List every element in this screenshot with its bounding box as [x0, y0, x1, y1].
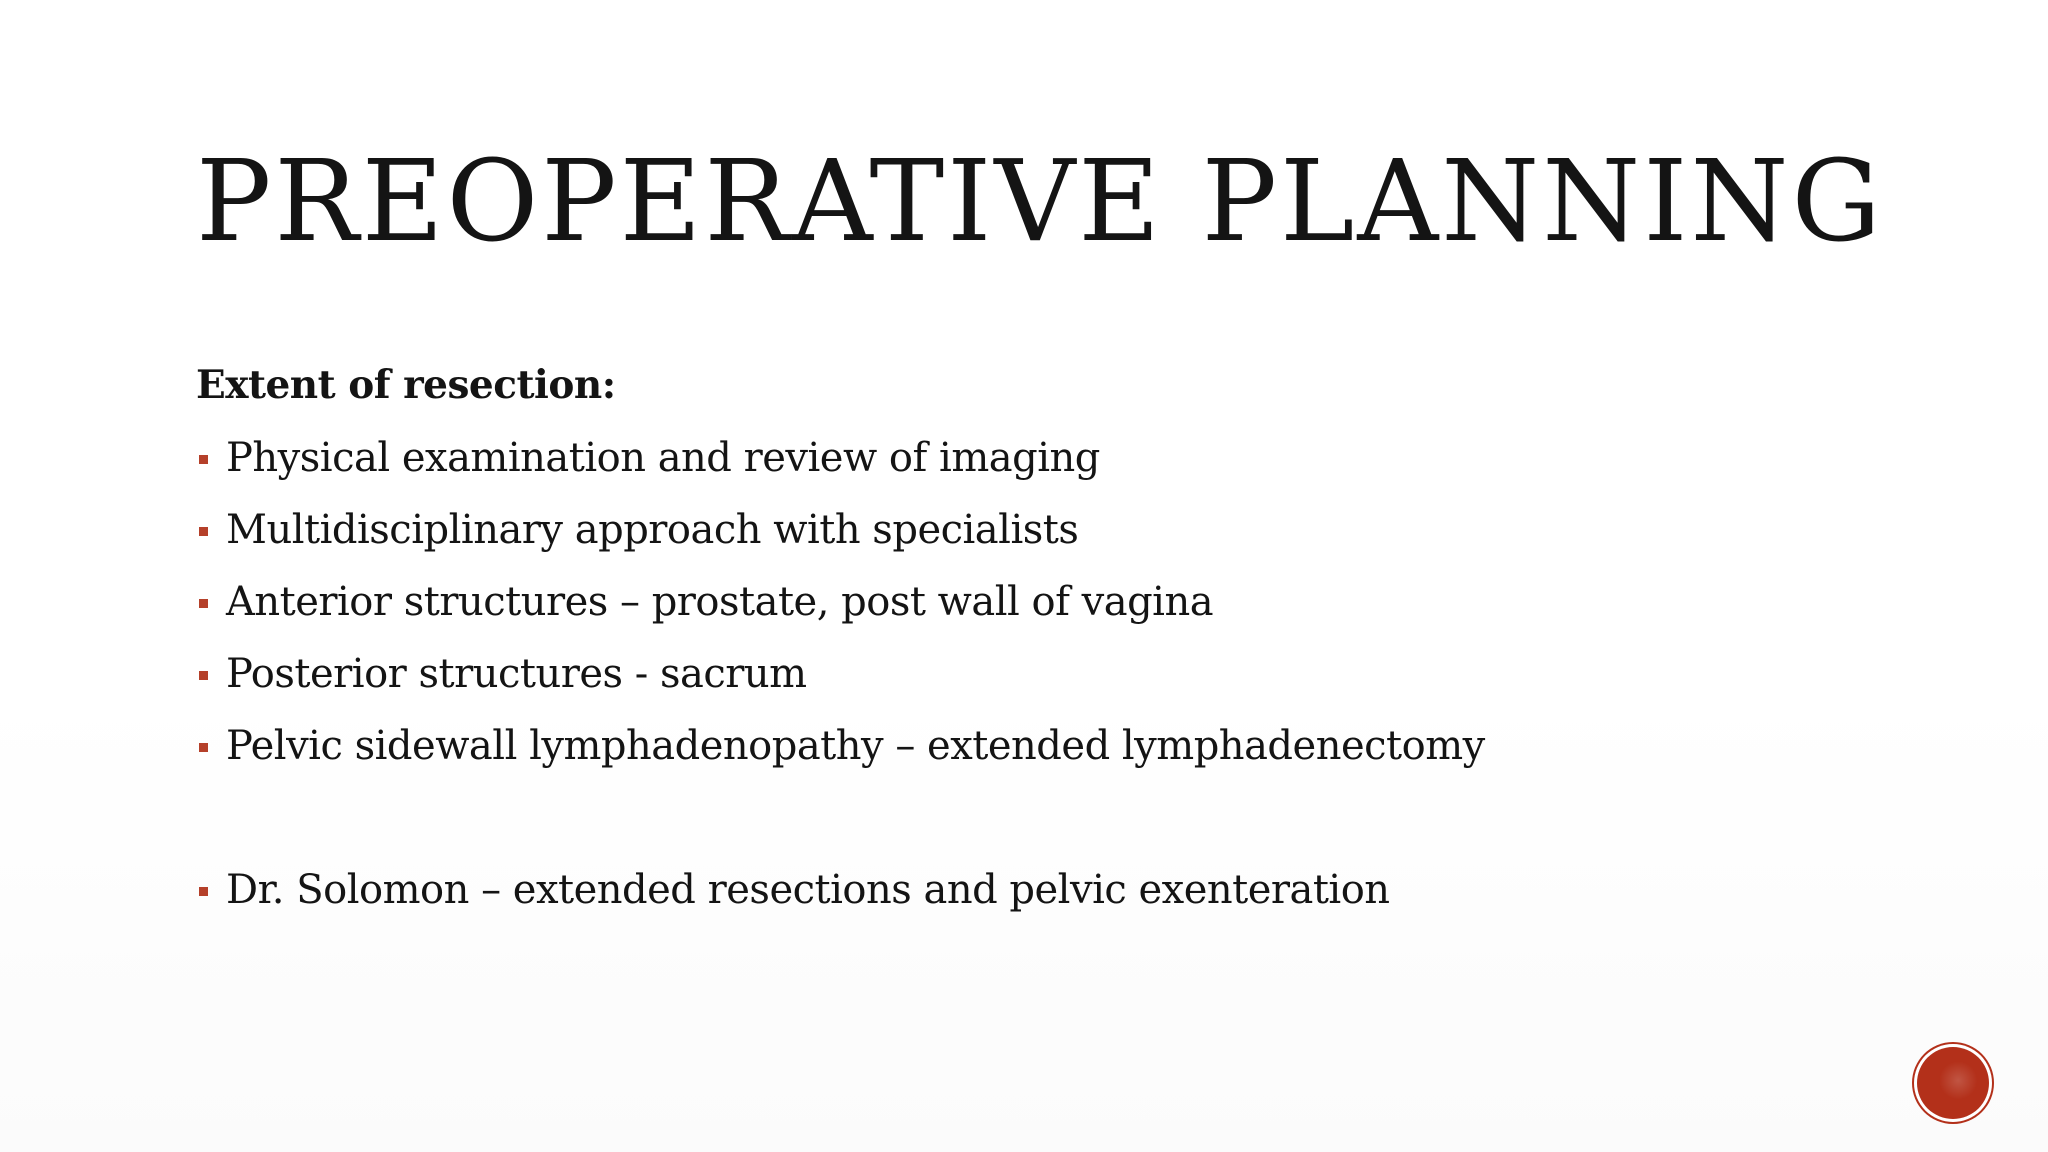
- bullet-text: Multidisciplinary approach with specialists: [226, 507, 1079, 553]
- slide-badge-circle-icon: [1917, 1047, 1989, 1119]
- square-bullet-icon: [199, 743, 208, 752]
- bullet-text: Pelvic sidewall lymphadenopathy – extended lymphadenectomy: [226, 723, 1485, 769]
- section-subheading: Extent of resection:: [196, 362, 616, 408]
- bullet-item: [196, 434, 1485, 506]
- bullet-item: [196, 650, 1485, 722]
- bullet-list: [196, 434, 1485, 938]
- square-bullet-icon: [199, 599, 208, 608]
- bullet-text: Physical examination and review of imaging: [226, 435, 1100, 481]
- square-bullet-icon: [199, 671, 208, 680]
- bullet-item: [196, 722, 1485, 794]
- square-bullet-icon: [199, 887, 208, 896]
- square-bullet-icon: [199, 455, 208, 464]
- bullet-item: [196, 506, 1485, 578]
- bullet-item: [196, 866, 1485, 938]
- bullet-text: Posterior structures - sacrum: [226, 651, 807, 697]
- slide-title: PREOPERATIVE PLANNING: [196, 137, 1884, 267]
- bullet-text: Anterior structures – prostate, post wall of vagina: [226, 579, 1214, 625]
- square-bullet-icon: [199, 527, 208, 536]
- bullet-text: Dr. Solomon – extended resections and pelvic exenteration: [226, 867, 1390, 913]
- bullet-item: [196, 578, 1485, 650]
